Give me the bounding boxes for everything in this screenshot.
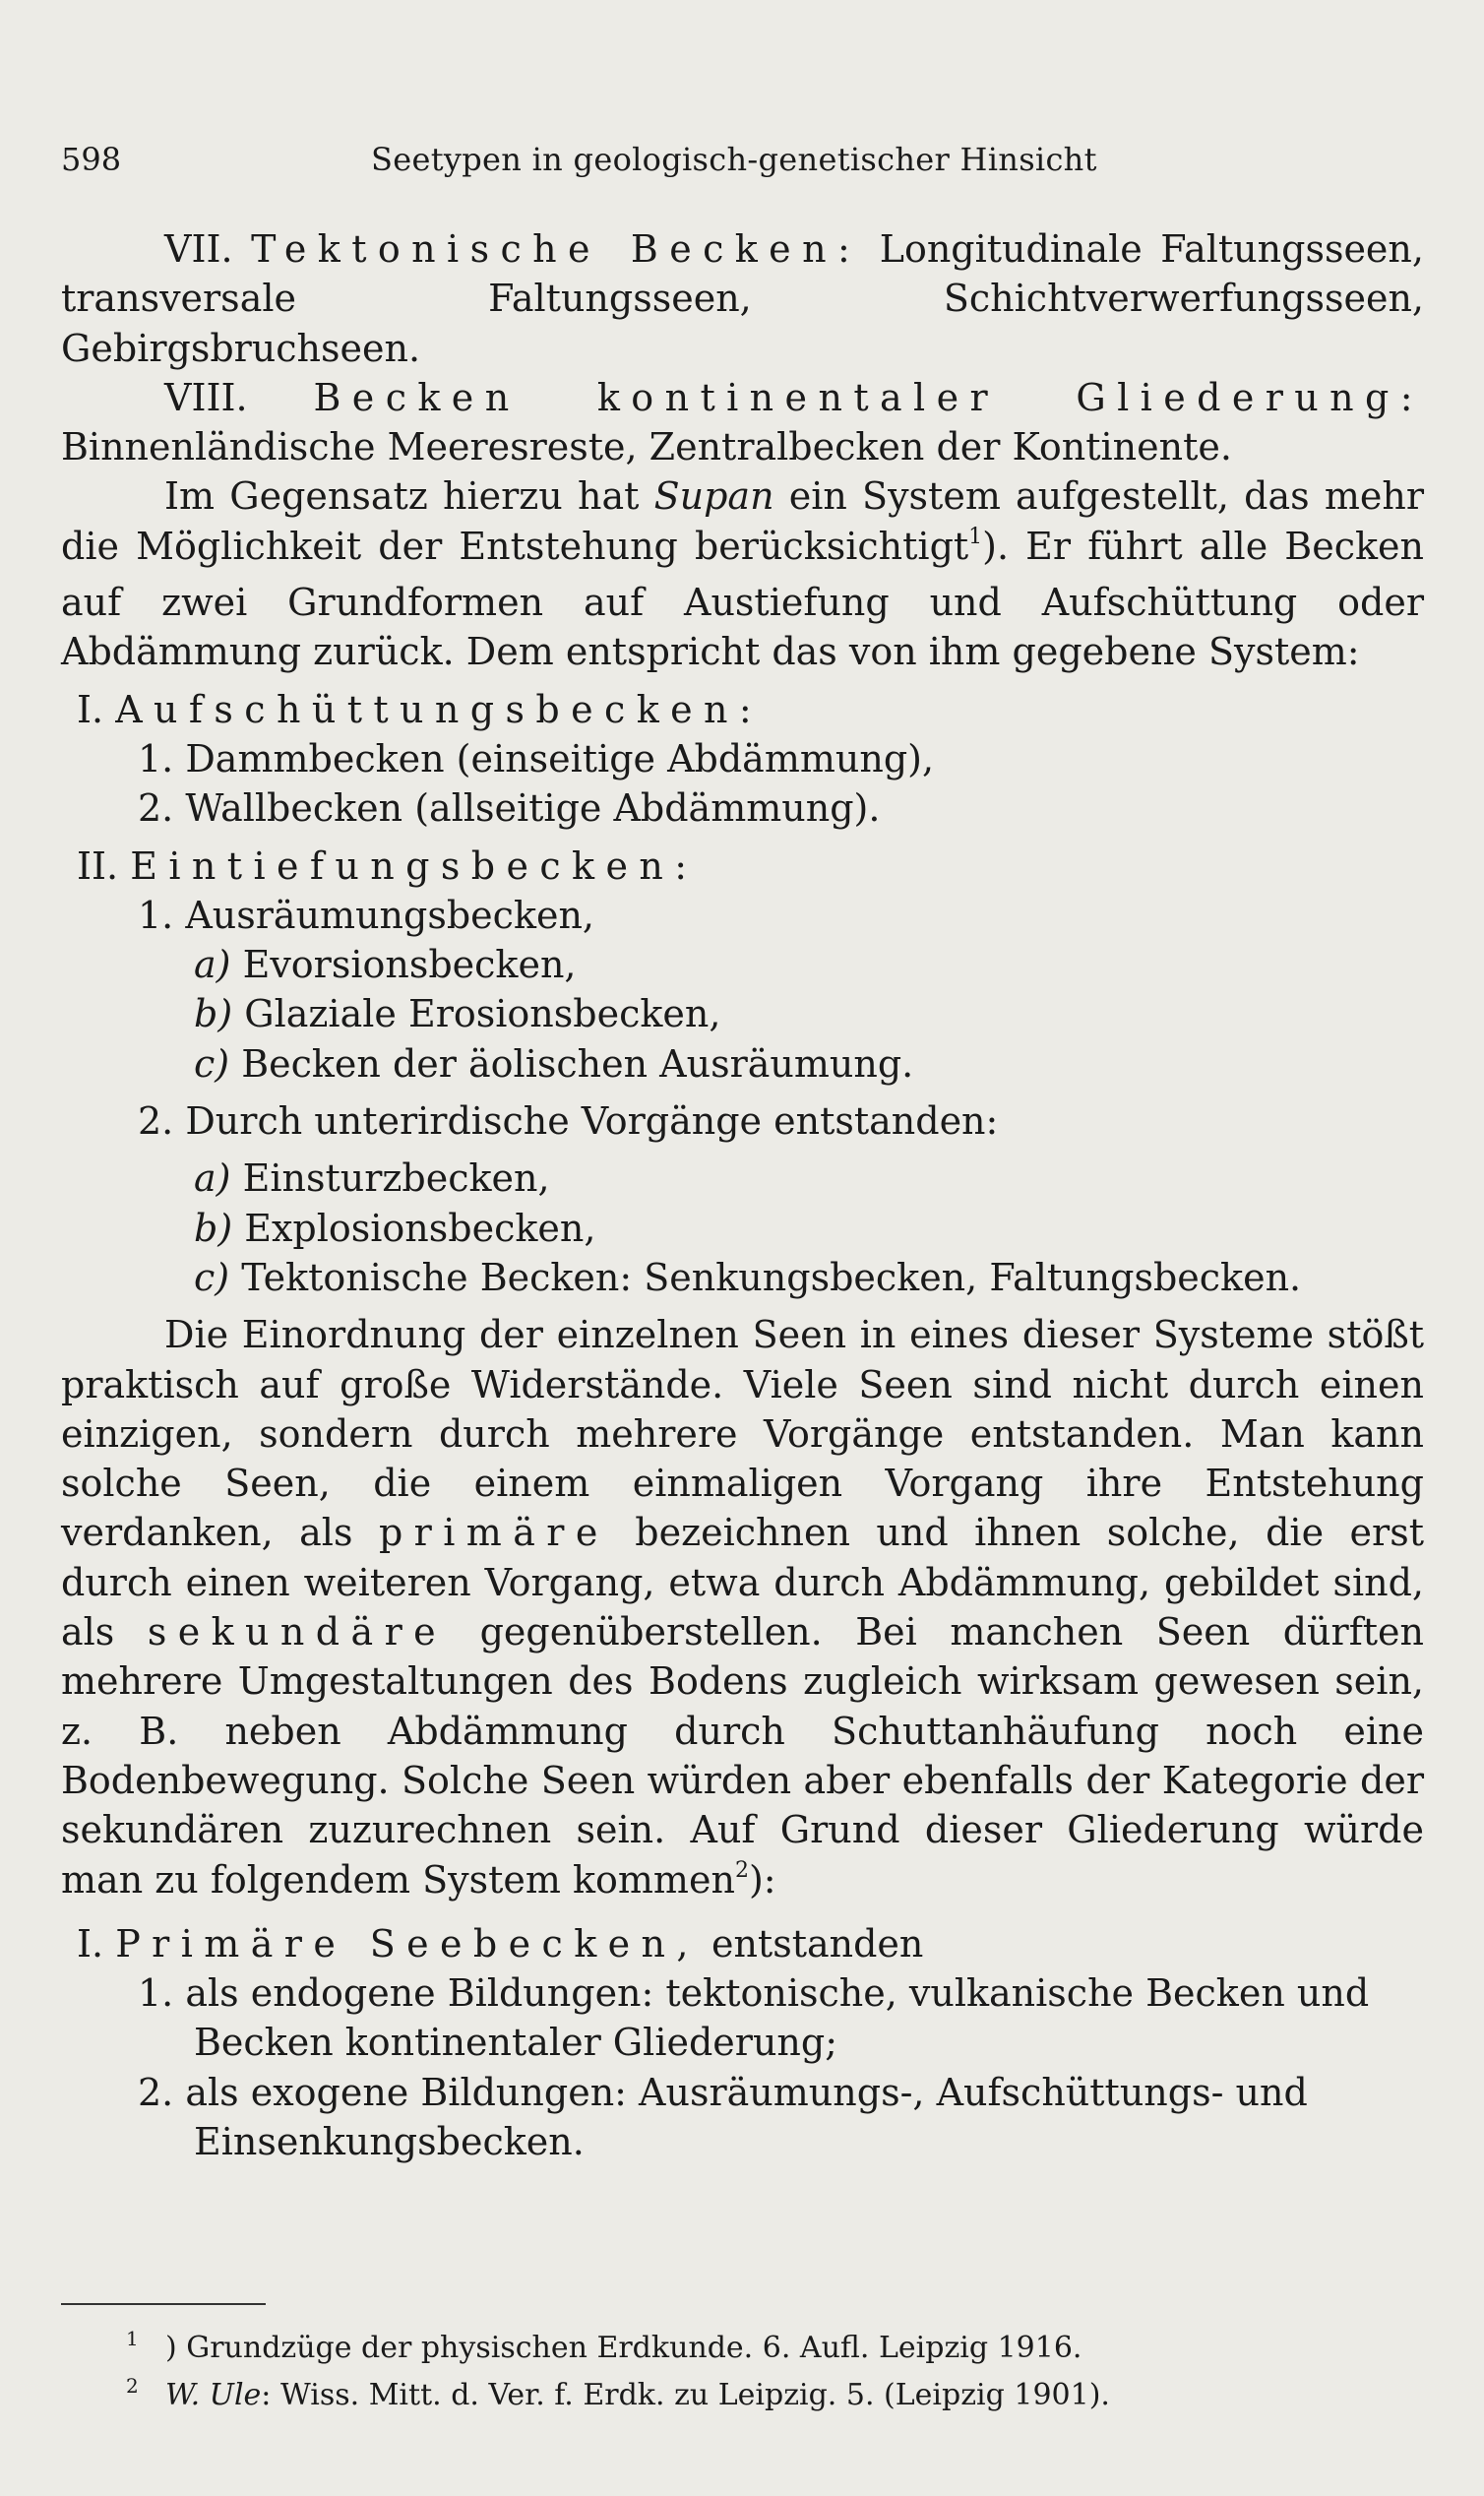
item-text: Tektonische Becken: Senkungsbecken, Faltungsbecken. (241, 1255, 1302, 1299)
item-marker: a) (194, 943, 231, 987)
paragraph-text: Die Einordnung der einzelnen Seen in eines dieser Systeme stößt praktisch auf große Widerstände. Viele Seen sind nicht durch einen einzigen, sondern durch mehrere Vorgänge entstanden. Man kann solche Seen, die einem einmaligen Vorgang ihre Entstehung verdanken, als (61, 1313, 1424, 1555)
list-subitem (61, 1154, 1424, 1203)
spaced-heading: Tektonische Becken: (251, 227, 862, 271)
roman-numeral: VII. (164, 227, 233, 271)
spaced-heading: Aufschüttungsbecken: (115, 687, 764, 731)
emphasis-term: sekundäre (147, 1610, 448, 1654)
page-number: 598 (61, 141, 122, 178)
footnote-2 (126, 2372, 1425, 2419)
footnote-ref: 2 (734, 1857, 749, 1883)
paragraph-supan (61, 471, 1424, 676)
paragraph-text: Im Gegensatz hierzu hat (164, 474, 640, 519)
spaced-heading: Eintiefungsbecken: (130, 843, 699, 888)
item-marker: b) (194, 992, 233, 1036)
paragraph-text: Binnenländische Meeresreste, Zentralbecken der Kontinente. (61, 425, 1232, 469)
footnote-rule (61, 2303, 266, 2305)
heading-text: entstanden (711, 1921, 924, 1966)
item-marker: c) (194, 1255, 230, 1299)
paragraph-text: gegenüberstellen. Bei manchen Seen dürften mehrere Umgestaltungen des Bodens zugleich wirksam gewesen sein, z. B. neben Abdämmung durch Schuttanhäufung noch eine Bodenbewegung. Solche Seen würden aber ebenfalls der Kategorie der sekundären zuzurechnen sein. Auf Grund dieser Gliederung würde man zu folgendem System kommen (61, 1610, 1424, 1902)
paragraph-text: Longitudinale Faltungsseen, transversale Faltungsseen, Schichtverwerfungsseen, Gebirgsbruchseen. (61, 227, 1424, 370)
list-subitem (61, 940, 1424, 989)
footnote-text: ) Grundzüge der physischen Erdkunde. 6. Aufl. Leipzig 1916. (165, 2331, 1082, 2365)
main-text (61, 224, 1424, 2166)
list-item: 2. Durch unterirdische Vorgänge entstanden: (138, 1099, 999, 1144)
emphasis-term: primäre (378, 1511, 609, 1555)
paragraph-text: ): (748, 1857, 776, 1902)
paragraph-text: ein System aufgestellt, das mehr die Möglichkeit der Entstehung berücksichtigt (61, 474, 1424, 568)
list-heading (61, 842, 1424, 891)
item-marker: a) (194, 1156, 231, 1201)
spaced-heading: Primäre Seebecken, (115, 1921, 700, 1966)
list-subitem (61, 989, 1424, 1038)
footnote-mark: 2 (126, 2374, 139, 2398)
list-heading (61, 1919, 1424, 1968)
item-text: Explosionsbecken, (244, 1206, 596, 1250)
footnote-1 (126, 2325, 1425, 2372)
footnote-mark: 1 (126, 2327, 139, 2350)
paragraph-viii (61, 373, 1424, 472)
roman-numeral: VIII. (164, 375, 248, 419)
list-item: 2. Wallbecken (allseitige Abdämmung). (138, 786, 881, 831)
roman-numeral: I. (77, 687, 104, 731)
list-item: 2. als exogene Bildungen: Ausräumungs-, Aufschüttungs- und Einsenkungsbecken. (138, 2070, 1308, 2163)
item-text: Einsturzbecken, (242, 1156, 550, 1201)
running-title: Seetypen in geologisch-genetischer Hinsicht (371, 141, 1097, 178)
author-name: W. Ule (165, 2378, 262, 2412)
list-heading (61, 685, 1424, 734)
spaced-heading: Becken kontinentaler Gliederung: (313, 375, 1424, 419)
item-text: Becken der äolischen Ausräumung. (241, 1041, 914, 1086)
paragraph-text: ). Er führt alle Becken auf zwei Grundformen auf Austiefung und Aufschüttung oder Abdämmung zurück. Dem entspricht das von ihm gegebene System: (61, 524, 1424, 674)
list-subitem (61, 1204, 1424, 1253)
paragraph-vii (61, 224, 1424, 373)
author-name: Supan (653, 474, 774, 519)
footnote-ref: 1 (968, 524, 983, 549)
footnote-text: : Wiss. Mitt. d. Ver. f. Erdk. zu Leipzig. 5. (Leipzig 1901). (261, 2378, 1110, 2412)
item-text: Evorsionsbecken, (242, 943, 577, 987)
list-subitem (61, 1039, 1424, 1089)
list-item: 1. Ausräumungsbecken, (138, 893, 595, 937)
item-marker: c) (194, 1041, 230, 1086)
item-marker: b) (194, 1206, 233, 1250)
list-item: 1. Dammbecken (einseitige Abdämmung), (138, 736, 935, 780)
roman-numeral: II. (77, 843, 119, 888)
footnotes (126, 2325, 1425, 2419)
item-text: Glaziale Erosionsbecken, (244, 992, 721, 1036)
roman-numeral: I. (77, 1921, 104, 1966)
list-subitem (61, 1253, 1424, 1302)
paragraph-einordnung (61, 1310, 1424, 1911)
list-item: 1. als endogene Bildungen: tektonische, vulkanische Becken und Becken kontinentaler Gliederung; (138, 1971, 1370, 2065)
paragraph-text: bezeichnen und ihnen solche, die erst durch einen weiteren Vorgang, etwa durch Abdämmung, gebildet sind, als (61, 1511, 1424, 1654)
